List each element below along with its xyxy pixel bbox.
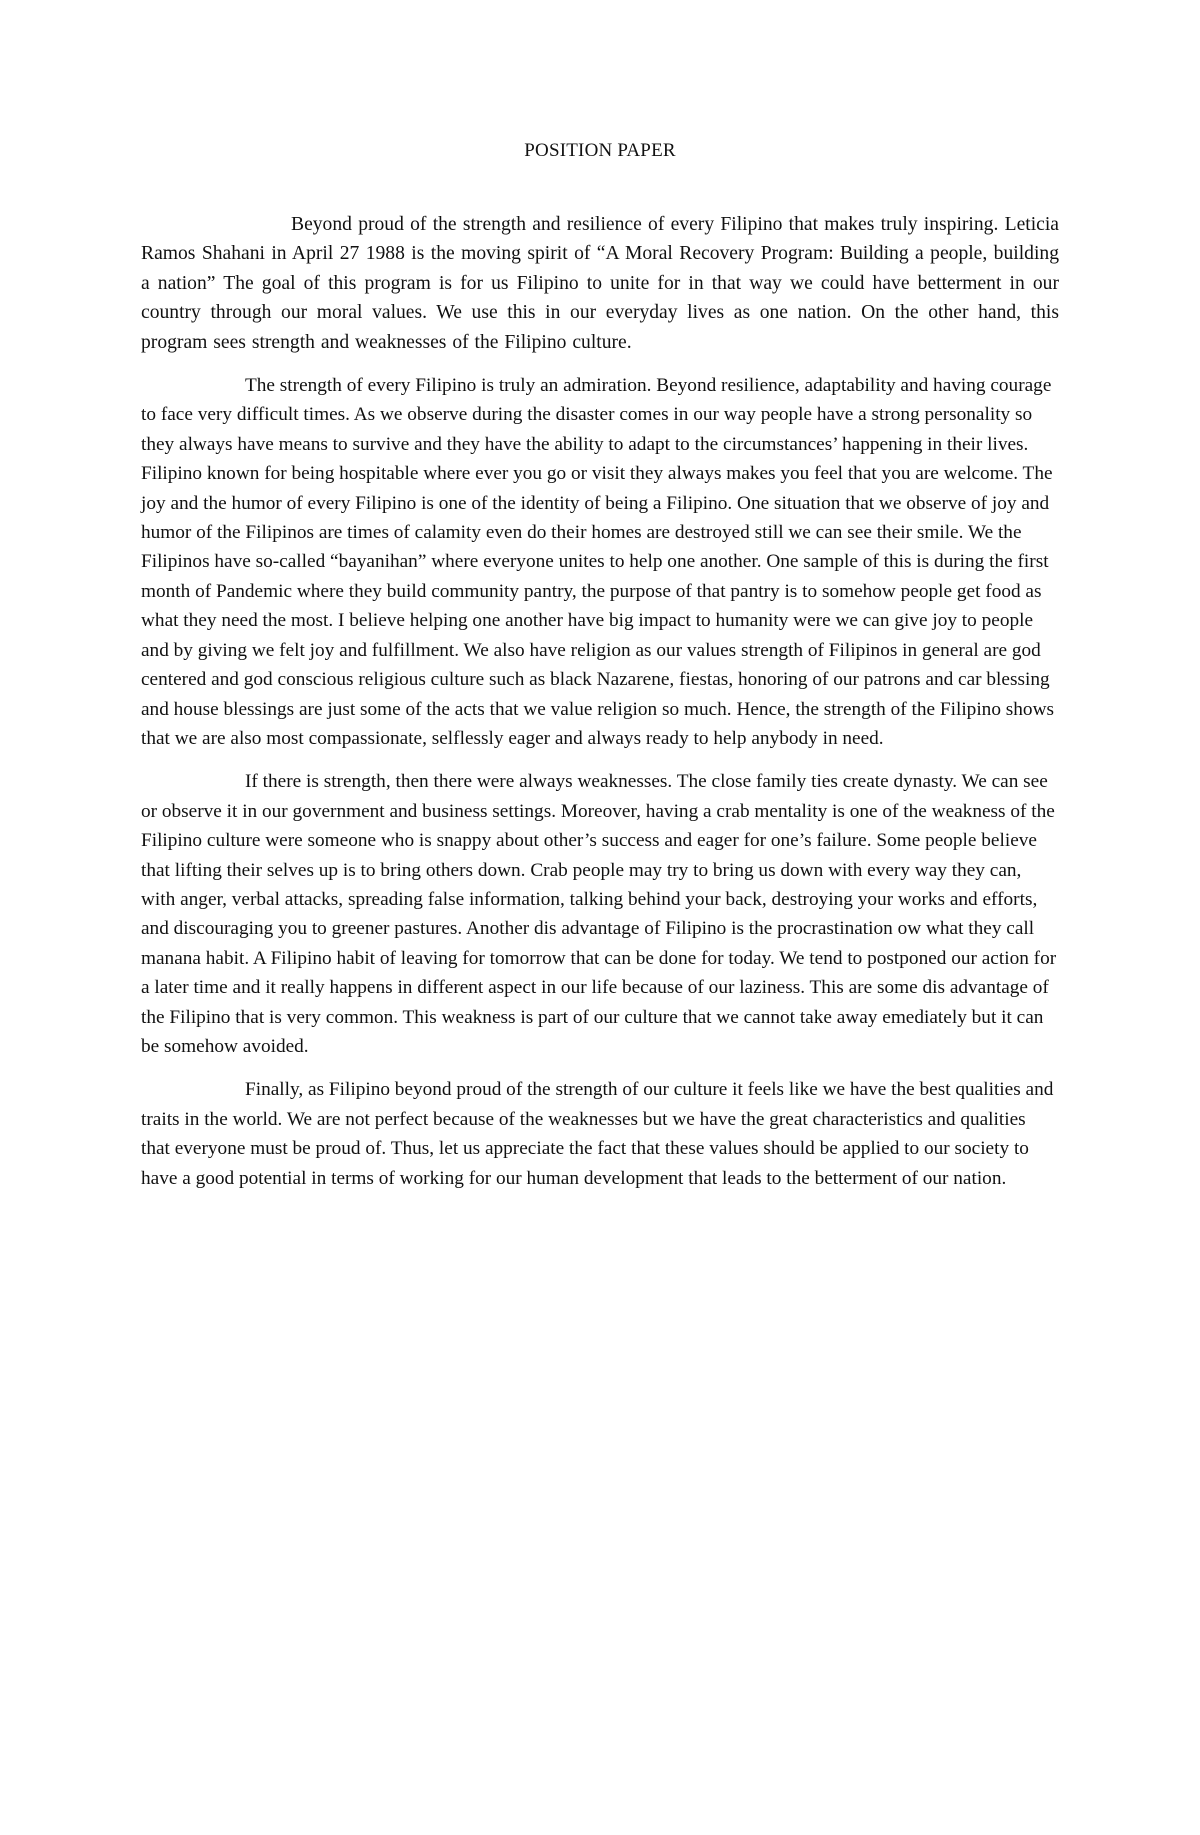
paragraph-weaknesses: If there is strength, then there were always weaknesses. The close family ties create dynasty. We can see or observe it in our government and business settings. Moreover, having a crab mentality is one of the weakness of the Filipino culture were someone who is snappy about other’s success and eager for one’s failure. Some people believe that lifting their selves up is to bring others down. Crab people may try to bring us down with every way they can, with anger, verbal attacks, spreading false information, talking behind your back, destroying your works and efforts, and discouraging you to greener pastures. Another dis advantage of Filipino is the procrastination ow what they call manana habit. A Filipino habit of leaving for tomorrow that can be done for today. We tend to postponed our action for a later time and it really happens in different aspect in our life because of our laziness. This are some dis advantage of the Filipino that is very common. This weakness is part of our culture that we cannot take away emediately but it can be somehow avoided. (141, 771, 1057, 1057)
paragraph-strengths: The strength of every Filipino is truly an admiration. Beyond resilience, adaptability and having courage to face very difficult times. As we observe during the disaster comes in our way people have a strong personality so they always have means to survive and they have the ability to adapt to the circumstances’ happening in their lives. Filipino known for being hospitable where ever you go or visit they always makes you feel that you are welcome. The joy and the humor of every Filipino is one of the identity of being a Filipino. One situation that we observe of joy and humor of the Filipinos are times of calamity even do their homes are destroyed still we can see their smile. We the Filipinos have so-called “bayanihan” where everyone unites to help one another. One sample of this is during the first month of Pandemic where they build community pantry, the purpose of that pantry is to somehow people get food as what they need the most. I believe helping one another have big impact to humanity were we can give joy to people and by giving we felt joy and fulfillment. We also have religion as our values strength of Filipinos in general are god centered and god conscious religious culture such as black Nazarene, fiestas, honoring of our patrons and car blessing and house blessings are just some of the acts that we value religion so much. Hence, the strength of the Filipino shows that we are also most compassionate, selflessly eager and always ready to help anybody in need. (141, 375, 1054, 749)
document-page (141, 140, 1059, 1207)
page-title: POSITION PAPER (524, 140, 676, 161)
paragraph-conclusion: Finally, as Filipino beyond proud of the strength of our culture it feels like we have the best qualities and traits in the world. We are not perfect because of the weaknesses but we have the great characteristics and qualities that everyone must be proud of. Thus, let us appreciate the fact that these values should be applied to our society to have a good potential in terms of working for our human development that leads to the betterment of our nation. (141, 1079, 1054, 1189)
paragraph-introduction: Beyond proud of the strength and resilience of every Filipino that makes truly inspiring. Leticia Ramos Shahani in April 27 1988 is the moving spirit of “A Moral Recovery Program: Building a people, building a nation” The goal of this program is for us Filipino to unite for in that way we could have betterment in our country through our moral values. We use this in our everyday lives as one nation. On the other hand, this program sees strength and weaknesses of the Filipino culture. (141, 214, 1059, 353)
